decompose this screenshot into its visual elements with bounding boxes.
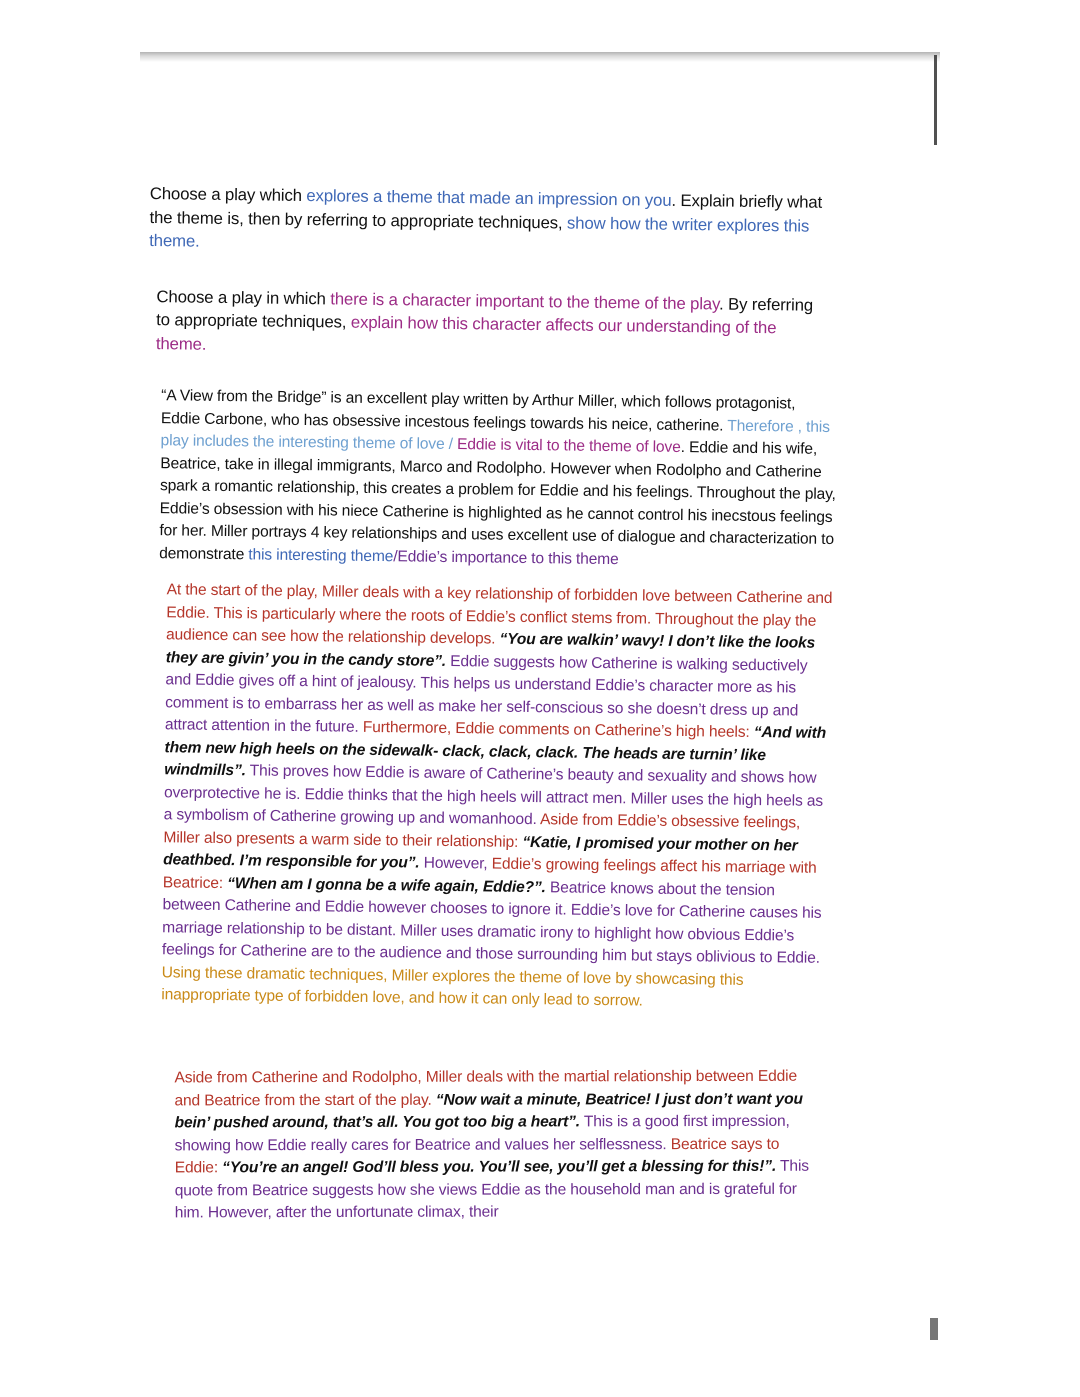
body1-text-8: Beatrice knows about the tension between Catherine and Eddie however chooses to ignore it. Eddie’s love for Catherine causes his marriage relationship to be distant. Miller uses dramatic irony to highlight how obvious Eddie’s feelings for Catherine are to the audience and those surrounding him but stays oblivious to Eddie. [161, 878, 822, 967]
essay-page [136, 182, 850, 1233]
page-corner-mark [930, 1318, 938, 1340]
body1-text-4: This proves how Eddie is aware of Catherine’s beauty and sexuality and shows how overprotective he is. Eddie thinks that the high heels will attract men. Miller uses the high heels as a symbolism of Catherine growing up and womanhood. [163, 762, 824, 829]
prompt2-part-b: there is a character important to the theme of the play [330, 288, 720, 313]
body1-text-2: Eddie suggests how Catherine is walking seductively and Eddie gives off a hint of jealousy. This helps us understand Eddie’s character more as his comment is to embarrass her as well as make her self-conscious so she doesn’t dress up and attract attention in the future. [164, 652, 808, 736]
intro-paragraph [159, 385, 837, 574]
page-edge-line [934, 55, 937, 145]
prompt1-part-a: Choose a play which [149, 183, 307, 206]
body1-text-3: Furthermore, Eddie comments on Catherine’s high heels: [362, 718, 754, 741]
body1-quote-4: “When am I gonna be a wife again, Eddie?”. [227, 874, 546, 896]
body2-text-4: This quote from Beatrice suggests how she views Eddie as the household man and is grateful for him. However, after the unfortunate climax, their [174, 1157, 809, 1221]
body1-quote-1: “You are walkin’ wavy! I don’t like the looks they are givin’ you in the candy store”. [165, 630, 816, 670]
intro-part-a: “A View from the Bridge” is an excellent play written by Arthur Miller, which follows protagonist, Eddie Carbone, who has obsessive incestous feelings towards his neice, catherine. [160, 387, 796, 435]
essay-prompt-1 [149, 182, 840, 262]
body1-text-5: Aside from Eddie’s obsessive feelings, Miller also presents a warm side to their relationship: [163, 811, 801, 851]
body1-text-9: Using these dramatic techniques, Miller explores the theme of love by showcasing this inappropriate type of forbidden love, and how it can only lead to sorrow. [161, 963, 744, 1010]
body1-text-7: Eddie’s growing feelings affect his marriage with Beatrice: [162, 855, 817, 892]
body1-text-6: However, [419, 854, 492, 873]
body-paragraph-1 [161, 579, 835, 1015]
intro-part-e: this interesting theme [248, 545, 394, 565]
prompt2-part-a: Choose a play in which [156, 286, 331, 308]
body2-text-1: Aside from Catherine and Rodolpho, Miller deals with the martial relationship between Eddie and Beatrice from the start of the play. [174, 1067, 798, 1109]
prompt2-part-d: explain how this character affects our understanding of the theme. [155, 312, 777, 354]
body2-text-2: This is a good first impression, showing how Eddie really cares for Beatrice and values her selflessness. [174, 1112, 790, 1154]
essay-prompt-2 [156, 285, 827, 364]
prompt1-part-b: explores a theme that made an impression on you [306, 186, 672, 210]
body1-quote-3: “Katie, I promised your mother on her deathbed. I’m responsible for you”. [163, 833, 798, 872]
body2-quote-1: “Now wait a minute, Beatrice! I just don’t want you bein’ pushed around, that’s all. You got too big a heart”. [174, 1089, 803, 1131]
prompt2-part-c: . By referring to appropriate techniques, [156, 293, 814, 332]
intro-part-c: Eddie is vital to the theme of love [456, 436, 681, 456]
body1-quote-2: “And with them new high heels on the sidewalk- clack, clack, clack. The heads are turnin’ like windmills”. [164, 723, 827, 780]
page-edge-shadow [140, 52, 940, 62]
body-paragraph-2 [174, 1065, 814, 1224]
intro-part-d: . Eddie and his wife, Beatrice, take in illegal immigrants, Marco and Rodolpho. However when Rodolpho and Catherine spark a romantic relationship, this creates a problem for Eddie and his feelings. Throughout the play, Eddie’s obsession with his niece Catherine is highlighted as he cannot control his inecstous feelings for her. Miller portrays 4 key relationships and uses excellent use of dialogue and characterization to demonstrate [159, 438, 836, 563]
body2-text-3: Beatrice says to Eddie: [174, 1134, 780, 1176]
body2-quote-2: “You’re an angel! God’ll bless you. You’ll see, you’ll get a blessing for this!”. [222, 1157, 777, 1176]
body1-text-1: At the start of the play, Miller deals with a key relationship of forbidden love between Catherine and Eddie. This is particularly where the roots of Eddie’s conflict stems from. Throughout the play the audience can see how the relationship develops. [165, 581, 833, 648]
prompt1-part-d: show how the writer explores this theme. [149, 212, 810, 251]
intro-part-f: /Eddie’s importance to this theme [393, 547, 619, 568]
prompt1-part-c: . Explain briefly what the theme is, then by referring to appropriate techniques, [149, 190, 823, 232]
intro-part-b: Therefore , this play includes the interesting theme of love / [160, 417, 830, 454]
